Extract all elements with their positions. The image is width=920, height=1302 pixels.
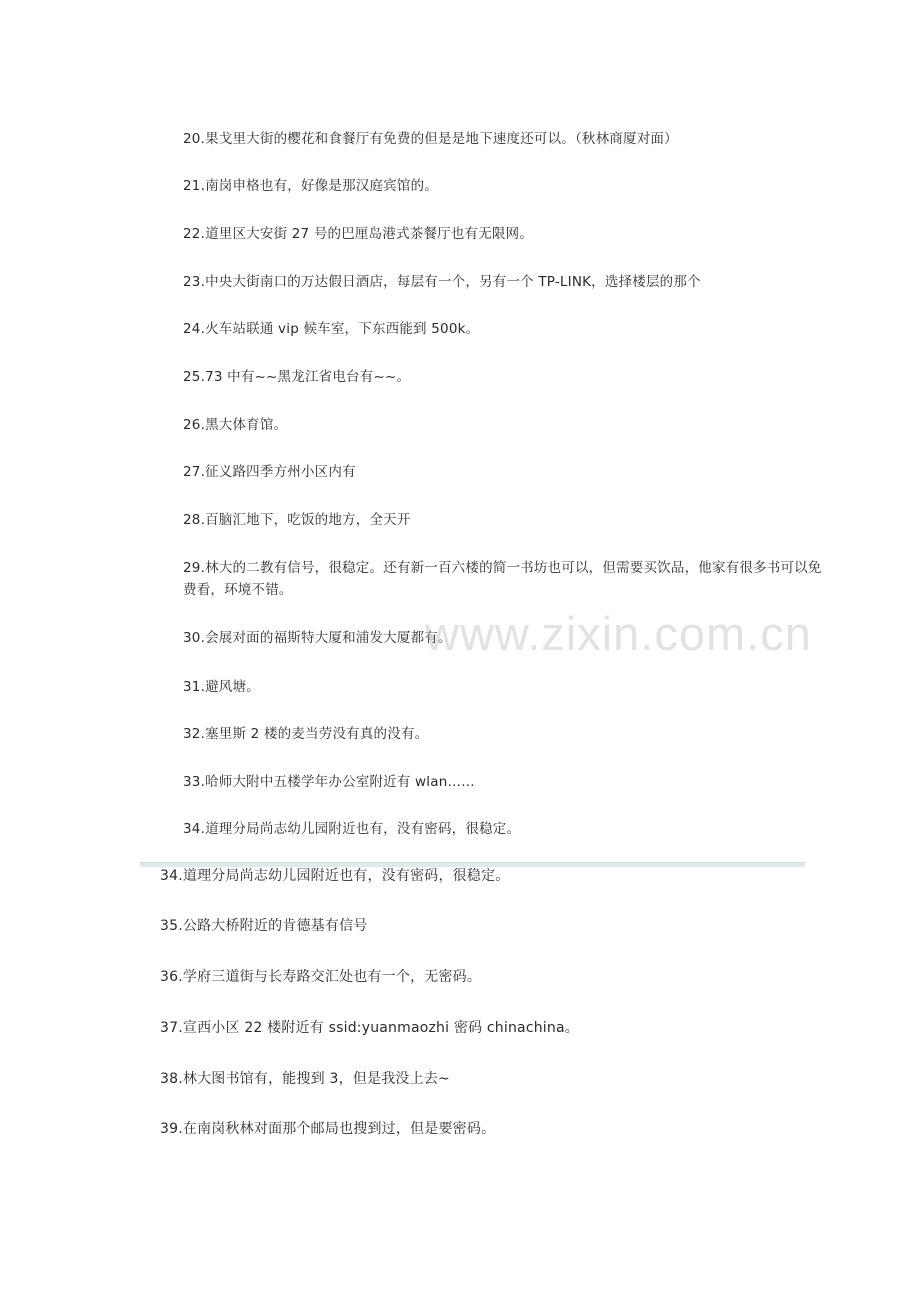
list-item: 24.火车站联通 vip 候车室，下东西能到 500k。 <box>183 321 480 337</box>
list-item: 39.在南岗秋林对面那个邮局也搜到过，但是要密码。 <box>160 1121 496 1137</box>
list-item: 35.公路大桥附近的肯德基有信号 <box>160 918 368 934</box>
list-item: 27.征义路四季方州小区内有 <box>183 464 356 480</box>
watermark: www.zixin.com.cn <box>425 607 812 660</box>
list-item: 28.百脑汇地下，吃饭的地方，全天开 <box>183 512 411 528</box>
list-item: 37.宣西小区 22 楼附近有 ssid:yuanmaozhi 密码 chinachina。 <box>160 1020 579 1036</box>
list-item: 31.避风塘。 <box>183 679 260 695</box>
list-item: 32.塞里斯 2 楼的麦当劳没有真的没有。 <box>183 726 429 742</box>
list-item: 33.哈师大附中五楼学年办公室附近有 wlan…… <box>183 774 475 790</box>
list-item: 20.果戈里大街的樱花和食餐厅有免费的但是是地下速度还可以。（秋林商厦对面） <box>183 131 678 147</box>
list-item: 26.黑大体育馆。 <box>183 417 288 433</box>
list-item: 29.林大的二教有信号，很稳定。还有新一百六楼的简一书坊也可以，但需要买饮品，他家有很多书可以免费看，环境不错。 <box>183 560 822 598</box>
list-item: 34.道理分局尚志幼儿园附近也有，没有密码，很稳定。 <box>183 821 521 837</box>
list-item: 30.会展对面的福斯特大厦和浦发大厦都有。 <box>183 630 452 646</box>
list-item: 22.道里区大安街 27 号的巴厘岛港式茶餐厅也有无限网。 <box>183 226 534 242</box>
list-item: 34.道理分局尚志幼儿园附近也有，没有密码，很稳定。 <box>160 868 510 884</box>
list-item: 21.南岗申格也有，好像是那汉庭宾馆的。 <box>183 178 438 194</box>
list-item: 23.中央大街南口的万达假日酒店，每层有一个，另有一个 TP-LINK，选择楼层的那个 <box>183 274 701 290</box>
list-item: 25.73 中有~~黑龙江省电台有~~。 <box>183 369 411 385</box>
list-item: 38.林大图书馆有，能搜到 3，但是我没上去~ <box>160 1071 450 1087</box>
list-item: 36.学府三道街与长寿路交汇处也有一个，无密码。 <box>160 969 482 985</box>
